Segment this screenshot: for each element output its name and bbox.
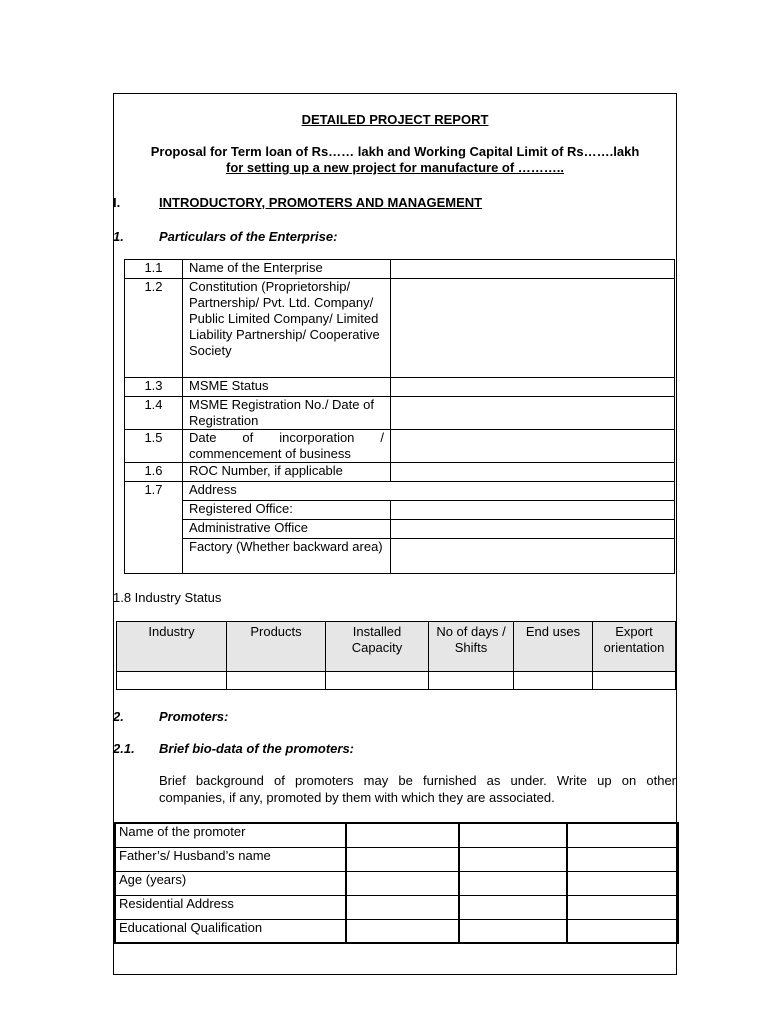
industry-status-label: 1.8 Industry Status <box>113 590 222 605</box>
table-cell[interactable] <box>459 919 567 943</box>
row-value[interactable] <box>391 260 675 279</box>
table-cell[interactable] <box>429 672 514 690</box>
table-cell[interactable] <box>514 672 593 690</box>
column-header: Products <box>227 622 326 672</box>
table-cell[interactable] <box>346 847 459 871</box>
row-number: 1.4 <box>125 397 183 430</box>
table-row <box>125 279 675 378</box>
table-row <box>125 539 675 574</box>
particulars-table <box>124 259 675 574</box>
row-value[interactable] <box>391 397 675 430</box>
row-label: Factory (Whether backward area) <box>183 539 391 574</box>
row-label: Constitution (Proprietorship/ Partnership/ Pvt. Ltd. Company/ Public Limited Company/ Limited Liability Partnership/ Cooperative Society <box>183 279 391 378</box>
row-value[interactable] <box>391 430 675 463</box>
row-label: Registered Office: <box>183 501 391 520</box>
row-label: MSME Registration No./ Date of Registration <box>183 397 391 430</box>
bio-heading: Brief bio-data of the promoters: <box>159 741 355 756</box>
table-cell[interactable] <box>459 847 567 871</box>
table-cell[interactable] <box>346 895 459 919</box>
table-cell[interactable] <box>227 672 326 690</box>
report-title: DETAILED PROJECT REPORT <box>301 112 489 127</box>
table-cell[interactable] <box>117 672 227 690</box>
row-label: Address <box>183 482 675 501</box>
section-heading: INTRODUCTORY, PROMOTERS AND MANAGEMENT <box>159 195 483 210</box>
column-header: End uses <box>514 622 593 672</box>
row-value[interactable] <box>391 501 675 520</box>
column-header: Export orientation <box>593 622 676 672</box>
table-row <box>115 847 678 871</box>
table-cell[interactable] <box>567 871 678 895</box>
row-label: MSME Status <box>183 378 391 397</box>
table-row <box>125 378 675 397</box>
table-row <box>125 463 675 482</box>
row-value[interactable] <box>391 539 675 574</box>
subsection-heading: Particulars of the Enterprise: <box>159 229 338 244</box>
table-row <box>125 482 675 501</box>
subsection-number: 1. <box>113 229 124 244</box>
row-number: 1.3 <box>125 378 183 397</box>
bio-text-line: Brief background of promoters may be furnished as under. Write up on other <box>159 773 676 788</box>
row-label: Name of the Enterprise <box>183 260 391 279</box>
table-row <box>117 672 676 690</box>
table-header-row <box>117 622 676 672</box>
column-header: Installed Capacity <box>326 622 429 672</box>
row-number: 1.6 <box>125 463 183 482</box>
table-cell[interactable] <box>567 919 678 943</box>
proposal-line-1: Proposal for Term loan of Rs…… lakh and Working Capital Limit of Rs…….lakh <box>150 144 640 159</box>
table-row <box>125 260 675 279</box>
row-value[interactable] <box>391 279 675 378</box>
row-label: Father’s/ Husband’s name <box>115 847 346 871</box>
row-number: 1.2 <box>125 279 183 378</box>
bio-number: 2.1. <box>113 741 135 756</box>
table-cell[interactable] <box>567 895 678 919</box>
promoters-number: 2. <box>113 709 124 724</box>
row-number: 1.5 <box>125 430 183 463</box>
promoters-table <box>114 822 679 944</box>
section-number: I. <box>113 195 121 210</box>
table-row <box>125 397 675 430</box>
table-cell[interactable] <box>567 823 678 847</box>
row-number: 1.7 <box>125 482 183 574</box>
industry-status-table <box>116 621 676 690</box>
table-row <box>115 919 678 943</box>
table-cell[interactable] <box>459 895 567 919</box>
table-row <box>115 895 678 919</box>
column-header: No of days / Shifts <box>429 622 514 672</box>
row-label: Administrative Office <box>183 520 391 539</box>
row-label: ROC Number, if applicable <box>183 463 391 482</box>
row-label: Age (years) <box>115 871 346 895</box>
table-row <box>125 501 675 520</box>
table-cell[interactable] <box>346 823 459 847</box>
table-cell[interactable] <box>346 871 459 895</box>
table-cell[interactable] <box>593 672 676 690</box>
table-row <box>115 871 678 895</box>
row-number: 1.1 <box>125 260 183 279</box>
row-value[interactable] <box>391 520 675 539</box>
table-cell[interactable] <box>459 871 567 895</box>
row-label: Residential Address <box>115 895 346 919</box>
column-header: Industry <box>117 622 227 672</box>
row-label <box>183 430 391 463</box>
bio-text-line: companies, if any, promoted by them with which they are associated. <box>159 790 555 805</box>
table-cell[interactable] <box>326 672 429 690</box>
table-row <box>125 520 675 539</box>
proposal-line-2: for setting up a new project for manufacture of ……….. <box>225 160 565 175</box>
row-label: Name of the promoter <box>115 823 346 847</box>
table-cell[interactable] <box>459 823 567 847</box>
row-label-line: Date of incorporation / <box>189 430 384 445</box>
table-cell[interactable] <box>346 919 459 943</box>
table-row <box>115 823 678 847</box>
row-value[interactable] <box>391 463 675 482</box>
row-label-line: commencement of business <box>189 446 351 461</box>
row-value[interactable] <box>391 378 675 397</box>
table-cell[interactable] <box>567 847 678 871</box>
row-label: Educational Qualification <box>115 919 346 943</box>
promoters-heading: Promoters: <box>159 709 229 724</box>
table-row <box>125 430 675 463</box>
